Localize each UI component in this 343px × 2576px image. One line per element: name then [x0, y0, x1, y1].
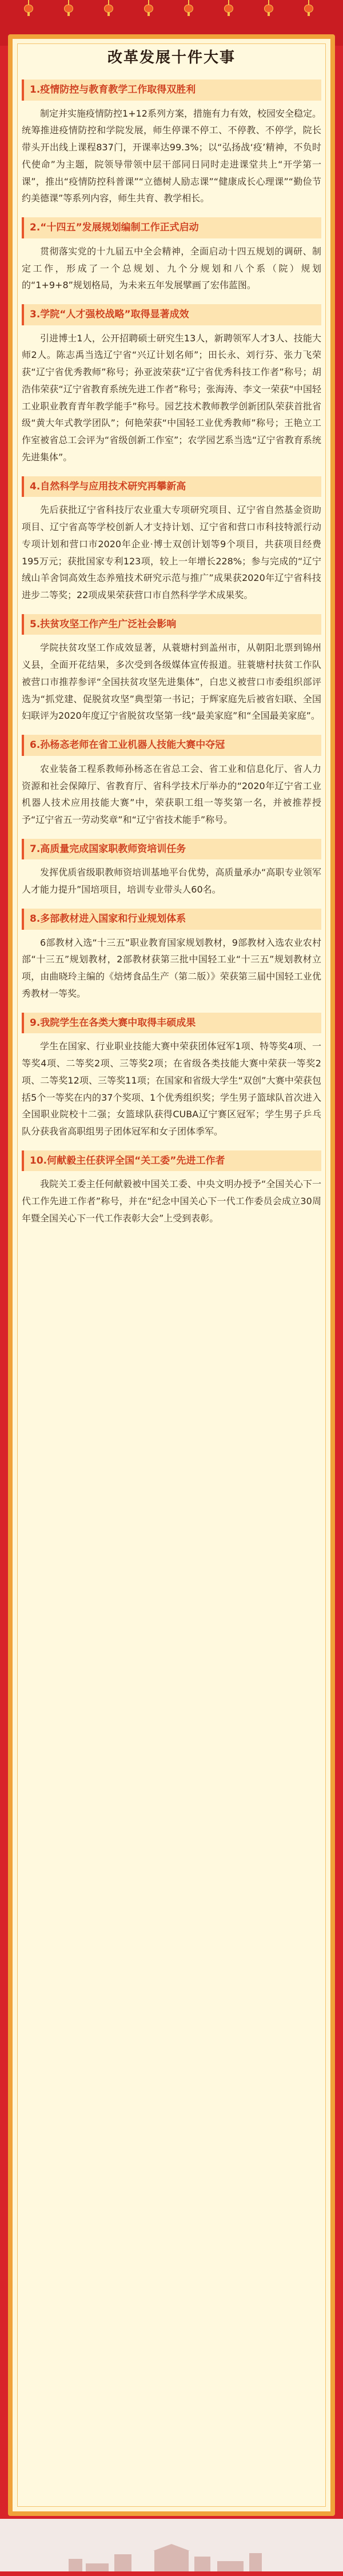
- section-body: 引进博士1人，公开招聘硕士研究生13人，新聘领军人才3人、技能大师2人。陈志禹当选辽宁省“兴辽计划名师”；田长永、刘行芬、张力飞荣获“辽宁省优秀教师”称号；孙亚波荣获“辽宁省优秀科技工作者”称号；胡浩伟荣获“辽宁省教育系统先进工作者”称号；张海涛、李文一荣获“中国轻工业职业教育青年教学能手”称号。园艺技术教师教学创新团队荣获首批省级“黄大年式教学团队”；何艳荣获“中国轻工业优秀教师”称号；王艳立工作室被省总工会评为“省级创新工作室”；农学园艺系当选“辽宁省教育系统先进集体”。: [22, 332, 321, 463]
- lantern-icon: [24, 0, 33, 15]
- section-heading: 1.疫情防控与教育教学工作取得双胜利: [22, 79, 321, 101]
- section-heading: 9.我院学生在各类大赛中取得丰硕成果: [22, 1013, 321, 1034]
- lantern-icon: [304, 0, 313, 15]
- lantern-icon: [104, 0, 113, 15]
- section-body: 制定并实施疫情防控1+12系列方案，措施有力有效，校园安全稳定。统筹推进疫情防控和学院发展，师生停课不停工、不停教、不停学，院长带头开出线上课程837门，开课率达99.3%；以“弘扬战‘疫’精神，不负时代使命”为主题，院领导带领中层干部同日同时走进课堂共上“开学第一课”，推出“疫情防控科普课”“立德树人励志课”“健康成长心理课”“勤俭节约美德课”等系列内容，师生共育、教学相长。: [22, 108, 321, 204]
- page-title: 改革发展十件大事: [107, 49, 236, 66]
- section-9: [22, 1013, 321, 1140]
- section-4: [22, 476, 321, 604]
- section-5: [22, 614, 321, 724]
- section-heading: 4.自然科学与应用技术研究再攀新高: [22, 476, 321, 497]
- section-body: 我院关工委主任何献毅被中国关工委、中央文明办授予“全国关心下一代工作先进工作者”称号，并在“纪念中国关心下一代工作委员会成立30周年暨全国关心下一代工作表彰大会”上受到表彰。: [22, 1178, 321, 1224]
- section-heading: 6.孙杨忞老师在省工业机器人技能大赛中夺冠: [22, 735, 321, 756]
- footer-band: [0, 2571, 343, 2576]
- section-1: [22, 79, 321, 207]
- section-heading: 10.何献毅主任获评全国“关工委”先进工作者: [22, 1150, 321, 1172]
- campus-skyline-graphic: [0, 2519, 343, 2576]
- section-body: 发挥优质省级职教师资培训基地平台优势，高质量承办“高职专业领军人才能力提升”国培项目，培训专业带头人60名。: [22, 867, 321, 895]
- section-heading: 5.扶贫攻坚工作产生广泛社会影响: [22, 614, 321, 635]
- section-heading: 7.高质量完成国家职教师资培训任务: [22, 839, 321, 860]
- section-body: 先后获批辽宁省科技厅农业重大专项研究项目、辽宁省自然基金资助项目、辽宁省高等学校创新人才支持计划、辽宁省和营口市科技特派行动专项计划和营口市2020年企业·博士双创计划等9个项目，共获项目经费195万元；获批国家专利123项，较上一年增长228%；参与完成的“辽宁绒山羊舍饲高效生态养殖技术研究示范与推广”成果获2020年辽宁省科技进步二等奖；22项成果荣获营口市自然科学学术成果奖。: [22, 504, 321, 601]
- section-3: [22, 304, 321, 466]
- section-10: [22, 1150, 321, 1227]
- section-body: 学院扶贫攻坚工作成效显著，从蓑塘村到盖州市，从朝阳北票到锦州义县，全面开花结果，多次受到各级媒体宣传报道。驻蓑塘村扶贫工作队被营口市推荐参评“全国扶贫攻坚先进集体”，白忠义被营口市委组织部评选为“抓党建、促脱贫攻坚”典型第一书记；于辉家庭先后被省妇联、全国妇联评为2020年度辽宁省脱贫攻坚第一线“最美家庭”和“全国最美家庭”。: [22, 642, 321, 722]
- article: [22, 46, 321, 1237]
- lantern-icon: [144, 0, 153, 15]
- section-body: 贯彻落实党的十九届五中全会精神，全面启动十四五规划的调研、制定工作，形成了一个总规划、九个分规划和八个系（院）规划的“1+9+8”规划格局，为未来五年发展擘画了宏伟蓝图。: [22, 245, 321, 291]
- section-7: [22, 839, 321, 898]
- section-heading: 3.学院“人才强校战略”取得显著成效: [22, 304, 321, 325]
- section-8: [22, 909, 321, 1002]
- lantern-icon: [264, 0, 273, 15]
- section-6: [22, 735, 321, 829]
- lantern-icon: [184, 0, 193, 15]
- lantern-icon: [64, 0, 73, 15]
- section-body: 学生在国家、行业职业技能大赛中荣获团体冠军1项、特等奖4项、一等奖4项、二等奖2项、三等奖2项；在省级各类技能大赛中荣获一等奖2项、二等奖12项、三等奖11项；在国家和省级大学生“双创”大赛中荣获包括5个一等奖在内的37个奖项、1个优秀组织奖；学生男子篮球队首次进入全国职业院校十二强；女篮球队获得CUBA辽宁赛区冠军；学生男子乒乓队分获我省高职组男子团体冠军和女子团体季军。: [22, 1041, 321, 1137]
- lantern-icon: [224, 0, 233, 15]
- roof-icon: [153, 2544, 190, 2551]
- section-2: [22, 217, 321, 294]
- section-body: 农业装备工程系教师孙杨忞在省总工会、省工业和信息化厅、省人力资源和社会保障厅、省教育厅、省科学技术厅举办的“2020年辽宁省工业机器人技术应用技能大赛”中，荣获职工组一等奖第一名，并被推荐授予“辽宁省五一劳动奖章”和“辽宁省技术能手”称号。: [22, 763, 321, 826]
- section-heading: 8.多部教材进入国家和行业规划体系: [22, 909, 321, 930]
- section-heading: 2.“十四五”发展规划编制工作正式启动: [22, 217, 321, 238]
- section-body: 6部教材入选“十三五”职业教育国家规划教材，9部教材入选农业农村部“十三五”规划教材，2部教材获第三批中国轻工业“十三五”规划教材立项，由曲晓玲主编的《焙烤食品生产（第二版）》荣获第三届中国轻工业优秀教材一等奖。: [22, 937, 321, 999]
